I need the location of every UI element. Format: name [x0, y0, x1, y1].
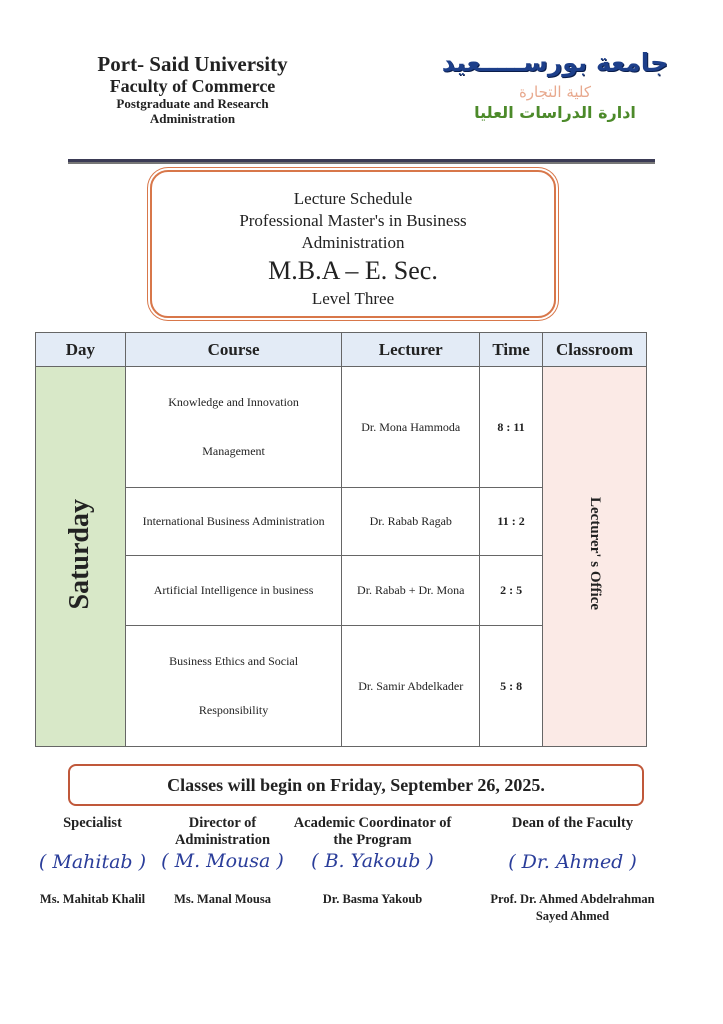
time-cell: 11 : 2 [480, 488, 543, 556]
table-header-row [36, 333, 647, 367]
time-cell: 8 : 11 [480, 367, 543, 488]
header-classroom: Classroom [543, 333, 647, 367]
course-line1: Knowledge and Innovation [168, 395, 299, 409]
lecturer-cell: Dr. Samir Abdelkader [342, 626, 480, 747]
lecturer-cell: Dr. Rabab Ragab [342, 488, 480, 556]
header-day: Day [36, 333, 126, 367]
handwritten-signature: ( B. Yakoub ) [311, 850, 434, 872]
handwritten-signature: ( Mahitab ) [38, 851, 147, 873]
course-cell [125, 626, 342, 747]
header-course: Course [125, 333, 342, 367]
lecturer-cell: Dr. Rabab + Dr. Mona [342, 556, 480, 626]
title-line1: Lecture Schedule [293, 189, 413, 208]
name-line1: Prof. Dr. Ahmed Abdelrahman [490, 892, 655, 906]
signature-role: Specialist [63, 815, 122, 831]
university-name: Port- Said University [97, 52, 288, 76]
signature-dean [470, 815, 675, 923]
program-code: M.B.A – E. Sec. [268, 256, 438, 285]
lecturer-cell: Dr. Mona Hammoda [342, 367, 480, 488]
course-line1: Business Ethics and Social [169, 654, 299, 668]
signature-role: Academic Coordinator of the Program [293, 815, 452, 848]
time-cell: 5 : 8 [480, 626, 543, 747]
name-line2: Sayed Ahmed [535, 909, 610, 923]
university-header-english [60, 52, 325, 127]
course-cell: International Business Administration [125, 488, 342, 556]
classroom-label: Lecturer' s Office [587, 497, 604, 611]
day-label: Saturday [64, 498, 96, 610]
classroom-cell [543, 367, 647, 747]
time-cell: 2 : 5 [480, 556, 543, 626]
signatory-name: Ms. Mahitab Khalil [39, 892, 146, 906]
course-cell [125, 367, 342, 488]
start-date-banner: Classes will begin on Friday, September 26, 2025. [68, 764, 644, 806]
signature-role: Director of Administration [174, 815, 271, 848]
header-time: Time [480, 333, 543, 367]
signatory-name: Dr. Basma Yakoub [322, 892, 423, 906]
department-line2: Administration [149, 110, 236, 126]
arabic-faculty: كلية التجارة [518, 83, 592, 101]
signatory-name: Ms. Manal Mousa [174, 892, 271, 906]
handwritten-signature: ( Dr. Ahmed ) [508, 851, 637, 873]
signature-role: Dean of the Faculty [511, 815, 634, 831]
faculty-name: Faculty of Commerce [109, 76, 276, 97]
signatory-name [470, 891, 675, 925]
course-cell: Artificial Intelligence in business [125, 556, 342, 626]
title-line3: Administration [301, 233, 405, 252]
header-divider [68, 159, 655, 164]
signature-coordinator [285, 815, 460, 906]
course-line2: Responsibility [198, 703, 269, 717]
signature-director [155, 815, 290, 906]
level: Level Three [311, 289, 395, 308]
title-line2: Professional Master's in Business [239, 211, 467, 230]
course-line2: Management [202, 444, 265, 458]
title-box [150, 170, 556, 318]
signature-specialist [25, 815, 160, 906]
arabic-department: ادارة الدراسات العليا [474, 103, 636, 122]
schedule-table [35, 332, 647, 747]
day-cell [36, 367, 126, 747]
table-row [36, 367, 647, 488]
header-lecturer: Lecturer [342, 333, 480, 367]
arabic-university-logo: جامعة بورســـــعيد [441, 48, 669, 77]
handwritten-signature: ( M. Mousa ) [161, 850, 284, 872]
department-line1: Postgraduate and Research [116, 95, 269, 111]
university-header-arabic [440, 48, 670, 122]
